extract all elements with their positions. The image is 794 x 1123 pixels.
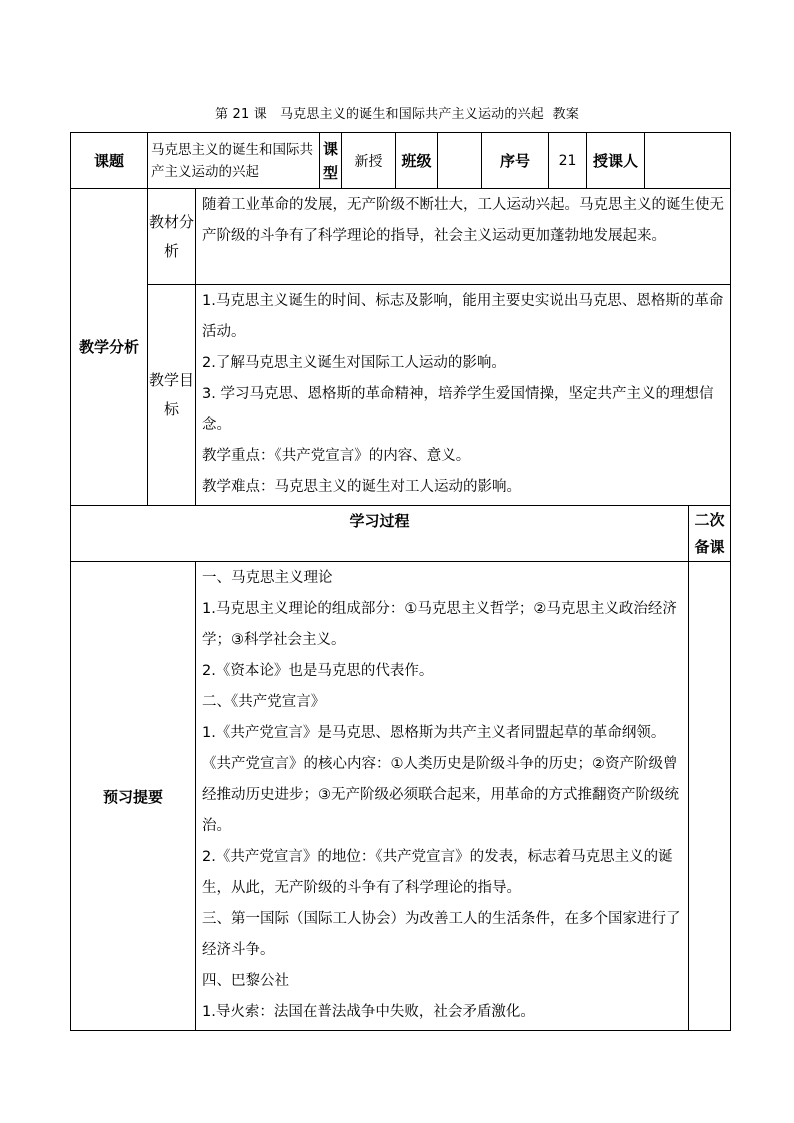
key-point: 教学重点：《共产党宣言》的内容、意义。 bbox=[202, 448, 471, 464]
process-header-row bbox=[71, 506, 731, 562]
type-label: 课型 bbox=[320, 133, 342, 189]
seq-label: 序号 bbox=[482, 133, 549, 189]
preview-line: 三、第一国际（国际工人协会）为改善工人的生活条件，在多个国家进行了经济斗争。 bbox=[202, 911, 681, 958]
page-title: 第 21 课 马克思主义的诞生和国际共产主义运动的兴起 教案 bbox=[214, 107, 580, 122]
seq-value: 21 bbox=[549, 133, 587, 189]
preview-line: 四、巴黎公社 bbox=[202, 973, 289, 989]
goals-list bbox=[196, 285, 731, 506]
goal-item: 3. 学习马克思、恩格斯的革命精神，培养学生爱国情操，坚定共产主义的理想信念。 bbox=[202, 386, 714, 433]
preview-line: 1.导火索：法国在普法战争中失败，社会矛盾激化。 bbox=[202, 1004, 535, 1020]
preview-content bbox=[196, 562, 689, 1031]
preview-row bbox=[71, 562, 731, 1031]
material-label: 教材分析 bbox=[148, 189, 196, 285]
teacher-value bbox=[645, 133, 731, 189]
second-prep-cell bbox=[689, 562, 731, 1031]
difficult-point: 教学难点：马克思主义的诞生对工人运动的影响。 bbox=[202, 479, 521, 495]
goals-row bbox=[71, 285, 731, 506]
process-title: 学习过程 bbox=[71, 506, 689, 562]
class-label: 班级 bbox=[396, 133, 438, 189]
topic-label: 课题 bbox=[71, 133, 148, 189]
preview-line: 1.马克思主义理论的组成部分：①马克思主义哲学；②马克思主义政治经济学；③科学社会主义。 bbox=[202, 601, 677, 648]
material-row bbox=[71, 189, 731, 285]
analysis-section-label: 教学分析 bbox=[71, 189, 148, 506]
preview-line: 2.《资本论》也是马克思的代表作。 bbox=[202, 663, 434, 679]
topic-value: 马克思主义的诞生和国际共产主义运动的兴起 bbox=[148, 133, 320, 189]
preview-line: 1.《共产党宣言》是马克思、恩格斯为共产主义者同盟起草的革命纲领。《共产党宣言》的核心内容：①人类历史是阶级斗争的历史；②资产阶级曾经推动历史进步；③无产阶级必须联合起来，用革命的方式推翻资产阶级统治。 bbox=[202, 725, 679, 834]
teacher-label: 授课人 bbox=[587, 133, 645, 189]
preview-line: 2.《共产党宣言》的地位：《共产党宣言》的发表，标志着马克思主义的诞生，从此，无产阶级的斗争有了科学理论的指导。 bbox=[202, 849, 673, 896]
goal-item: 2.了解马克思主义诞生对国际工人运动的影响。 bbox=[202, 355, 506, 371]
second-prep-label: 二次备课 bbox=[689, 506, 731, 562]
class-value bbox=[438, 133, 482, 189]
preview-line: 一、马克思主义理论 bbox=[202, 570, 333, 586]
preview-label: 预习提要 bbox=[71, 562, 196, 1031]
goal-item: 1.马克思主义诞生的时间、标志及影响，能用主要史实说出马克思、恩格斯的革命活动。 bbox=[202, 293, 724, 340]
material-text: 随着工业革命的发展，无产阶级不断壮大，工人运动兴起。马克思主义的诞生使无产阶级的斗争有了科学理论的指导，社会主义运动更加蓬勃地发展起来。 bbox=[196, 189, 731, 285]
type-value: 新授 bbox=[342, 133, 396, 189]
goals-label: 教学目标 bbox=[148, 285, 196, 506]
header-row bbox=[71, 133, 731, 189]
preview-line: 二、《共产党宣言》 bbox=[202, 694, 326, 710]
lesson-plan-table bbox=[70, 132, 731, 1031]
